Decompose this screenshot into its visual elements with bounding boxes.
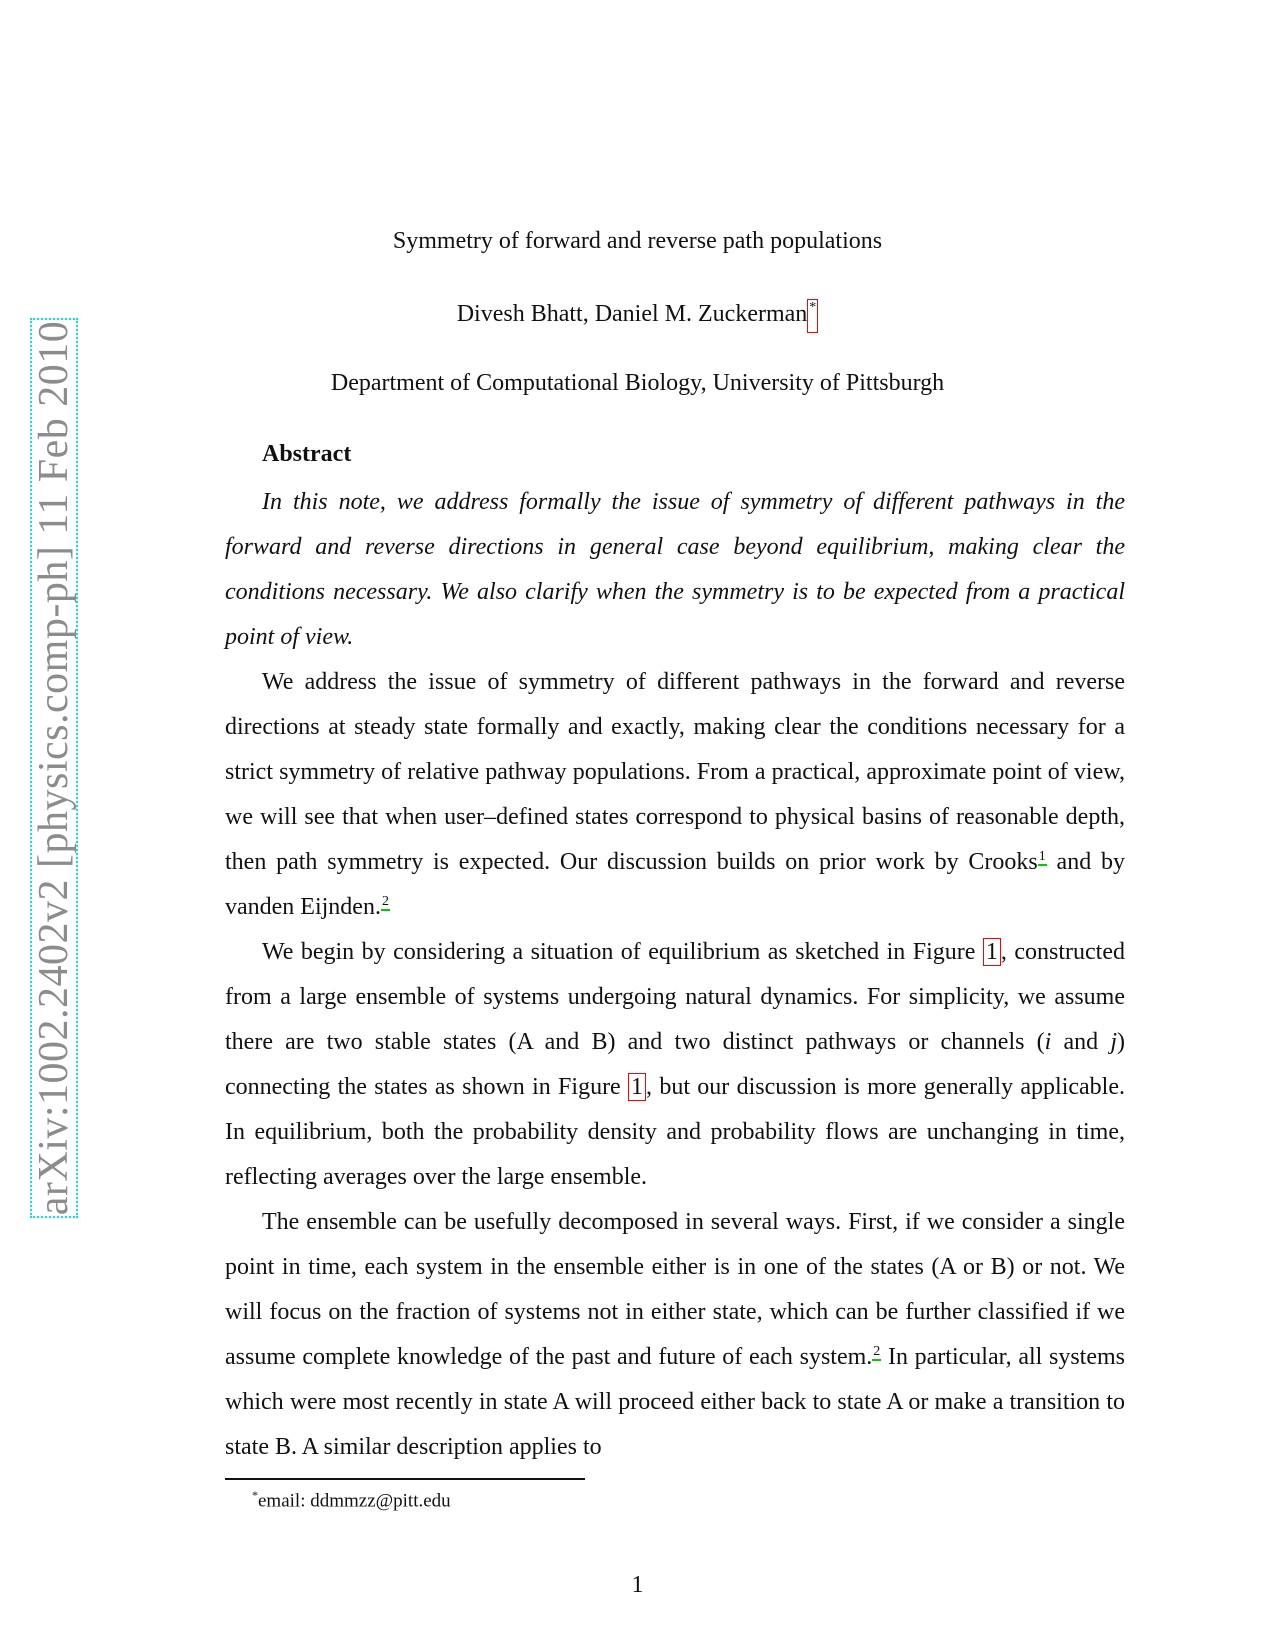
paragraph-2-text-a: We begin by considering a situation of equilibrium as sketched in Figure	[262, 939, 983, 965]
affiliation: Department of Computational Biology, University of Pittsburgh	[330, 370, 945, 396]
paragraph-2-text-b: , constructed from a large ensemble of systems undergoing natural dynamics. For simplicity, we assume there are two stable states (A and B) and two distinct pathways or channels (	[225, 939, 1126, 1055]
author-footnote-link[interactable]: *	[807, 299, 818, 333]
variable-j: j	[1110, 1029, 1117, 1055]
paragraph-2-text-d: ) connecting the states as shown in Figure	[225, 1029, 1125, 1100]
paragraph-3-text-b: In particular, all systems which were most recently in state A will proceed either back to state A or make a transition to state B. A similar description applies to	[225, 1344, 1125, 1460]
citation-link-vanden-eijnden[interactable]: 2	[381, 894, 389, 909]
author-line	[0, 299, 1275, 333]
citation-link[interactable]: 2	[873, 1344, 881, 1359]
page-number: 1	[631, 1572, 644, 1598]
paragraph-1	[225, 660, 1125, 930]
paragraph-3	[225, 1200, 1125, 1470]
arxiv-identifier[interactable]: arXiv:1002.2402v2 [physics.comp-ph] 11 Feb 2010	[31, 320, 77, 1216]
paragraph-2-text-e: , but our discussion is more generally applicable. In equilibrium, both the probability density and probability flows are unchanging in time, reflecting averages over the large ensemble.	[225, 1074, 1125, 1190]
figure-ref-link[interactable]: 1	[983, 938, 1001, 966]
variable-i: i	[1044, 1029, 1052, 1055]
citation-link-crooks[interactable]: 1	[1038, 849, 1046, 864]
paragraph-3-text-a: The ensemble can be usefully decomposed in several ways. First, if we consider a single point in time, each system in the ensemble either is in one of the states (A or B) or not. We will focus on the fraction of systems not in either state, which can be further classified if we assume complete knowledge of the past and future of each system.	[225, 1209, 1125, 1370]
paragraph-2	[225, 930, 1125, 1200]
paragraph-1-text-tail: and by vanden Eijnden.	[225, 849, 1125, 920]
footnote-email: email: ddmmzz@pitt.edu	[258, 1490, 451, 1512]
footnote-mark: *	[252, 1488, 258, 1502]
abstract-text: In this note, we address formally the issue of symmetry of different pathways in the forward and reverse directions in general case beyond equilibrium, making clear the conditions necessary. We also clarify when the symmetry is to be expected from a practical point of view.	[225, 489, 1125, 650]
figure-ref-link[interactable]: 1	[628, 1073, 646, 1101]
paper-title: Symmetry of forward and reverse path populations	[392, 228, 883, 254]
paragraph-2-text-c: and	[1051, 1029, 1111, 1055]
author-names: Divesh Bhatt, Daniel M. Zuckerman	[456, 301, 808, 327]
footnote	[252, 1488, 451, 1512]
footnote-divider	[225, 1478, 585, 1480]
abstract-heading: Abstract	[262, 441, 352, 467]
body-text	[225, 660, 1125, 1470]
abstract-body	[225, 480, 1125, 660]
paragraph-1-text: We address the issue of symmetry of different pathways in the forward and reverse directions at steady state formally and exactly, making clear the conditions necessary for a strict symmetry of relative pathway populations. From a practical, approximate point of view, we will see that when user–defined states correspond to physical basins of reasonable depth, then path symmetry is expected. Our discussion builds on prior work by Crooks	[225, 669, 1125, 875]
